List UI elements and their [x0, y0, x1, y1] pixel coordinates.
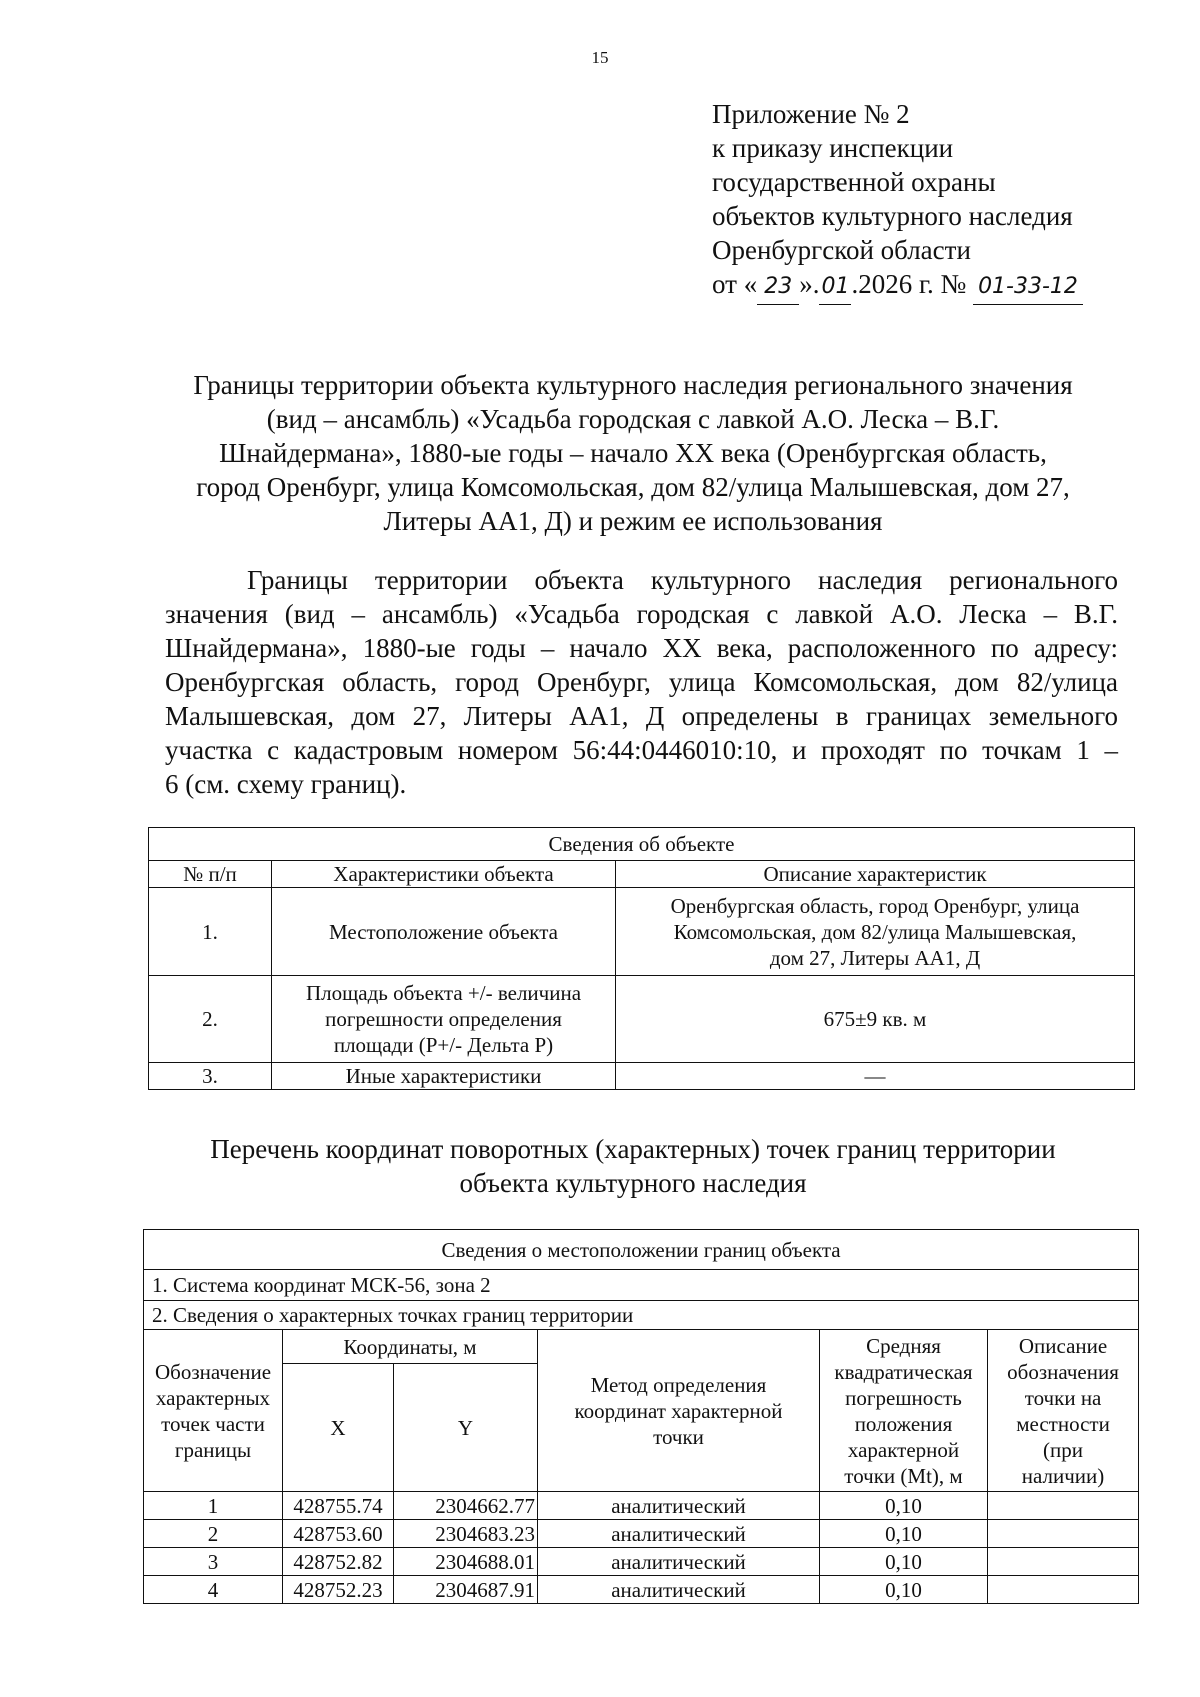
- point-y: 2304662.77: [394, 1492, 538, 1520]
- document-title: [150, 368, 1116, 538]
- table-row: [144, 1576, 1139, 1604]
- point-method: аналитический: [538, 1576, 820, 1604]
- point-id: 3: [144, 1548, 283, 1576]
- coordinates-heading: [150, 1132, 1116, 1200]
- table-row: [149, 1063, 1135, 1090]
- point-method: аналитический: [538, 1548, 820, 1576]
- appendix-line: Оренбургской области: [712, 235, 971, 265]
- row-num: 1.: [149, 888, 272, 976]
- point-description: [988, 1492, 1139, 1520]
- title-line: Шнайдермана», 1880-ые годы – начало XX века (Оренбургская область,: [219, 438, 1047, 468]
- point-error: 0,10: [820, 1520, 988, 1548]
- heading-line: объекта культурного наследия: [459, 1168, 807, 1198]
- title-line: (вид – ансамбль) «Усадьба городская с лавкой А.О. Леска – В.Г.: [266, 404, 1000, 434]
- point-error: 0,10: [820, 1548, 988, 1576]
- row-characteristic: Иные характеристики: [272, 1063, 616, 1090]
- appendix-block: [712, 97, 1083, 305]
- coordinates-table: [143, 1229, 1139, 1604]
- row-description: 675±9 кв. м: [616, 976, 1135, 1063]
- page-number: 15: [591, 48, 609, 67]
- row-num: 3.: [149, 1063, 272, 1090]
- date-day-handwritten: 23: [757, 270, 799, 305]
- col-method: Метод определения координат характерной точки: [538, 1330, 820, 1492]
- point-id: 4: [144, 1576, 283, 1604]
- paragraph-line: значения (вид – ансамбль) «Усадьба городская с лавкой А.О. Леска – В.Г.: [165, 599, 1118, 629]
- point-description: [988, 1520, 1139, 1548]
- table-row: [149, 888, 1135, 976]
- point-error: 0,10: [820, 1576, 988, 1604]
- info-header-num: № п/п: [149, 861, 272, 888]
- point-error: 0,10: [820, 1492, 988, 1520]
- paragraph-line: участка с кадастровым номером 56:44:0446010:10, и проходят по точкам 1 –: [165, 735, 1118, 765]
- paragraph-line: 6 (см. схему границ).: [165, 769, 407, 799]
- table-row: [149, 976, 1135, 1063]
- point-method: аналитический: [538, 1492, 820, 1520]
- row-characteristic: Площадь объекта +/- величина погрешности определения площади (Р+/- Дельта Р): [272, 976, 616, 1063]
- body-paragraph: [165, 563, 1118, 801]
- paragraph-line: Оренбургская область, город Оренбург, улица Комсомольская, дом 82/улица: [165, 667, 1118, 697]
- point-x: 428752.23: [283, 1576, 394, 1604]
- title-line: город Оренбург, улица Комсомольская, дом 82/улица Малышевская, дом 27,: [196, 472, 1070, 502]
- point-x: 428755.74: [283, 1492, 394, 1520]
- appendix-date-line: [712, 267, 1083, 305]
- table-row: [144, 1548, 1139, 1576]
- point-id: 2: [144, 1520, 283, 1548]
- point-x: 428752.82: [283, 1548, 394, 1576]
- title-line: Литеры АА1, Д) и режим ее использования: [383, 506, 883, 536]
- appendix-line: Приложение № 2: [712, 99, 910, 129]
- paragraph-line: Малышевская, дом 27, Литеры АА1, Д определены в границах земельного: [165, 701, 1118, 731]
- table-row: [144, 1492, 1139, 1520]
- point-y: 2304687.91: [394, 1576, 538, 1604]
- point-y: 2304683.23: [394, 1520, 538, 1548]
- point-method: аналитический: [538, 1520, 820, 1548]
- info-header-characteristic: Характеристики объекта: [272, 861, 616, 888]
- date-year: .2026 г. №: [851, 269, 967, 299]
- coords-table-caption: Сведения о местоположении границ объекта: [144, 1230, 1139, 1270]
- date-prefix: от «: [712, 269, 758, 299]
- date-month-handwritten: 01: [819, 270, 851, 305]
- date-sep: ».: [799, 269, 820, 299]
- col-description: Описание обозначения точки на местности (при наличии): [988, 1330, 1139, 1492]
- order-number-handwritten: 01-33-12: [973, 270, 1083, 305]
- points-section-title: 2. Сведения о характерных точках границ территории: [144, 1301, 1139, 1330]
- point-x: 428753.60: [283, 1520, 394, 1548]
- row-num: 2.: [149, 976, 272, 1063]
- col-x: X: [283, 1364, 394, 1492]
- appendix-line: к приказу инспекции: [712, 133, 954, 163]
- row-description: —: [616, 1063, 1135, 1090]
- appendix-line: государственной охраны: [712, 167, 996, 197]
- coordinate-system: 1. Система координат МСК-56, зона 2: [144, 1270, 1139, 1301]
- info-table-caption: Сведения об объекте: [149, 828, 1135, 861]
- paragraph-line: Шнайдермана», 1880-ые годы – начало XX века, расположенного по адресу:: [165, 633, 1118, 663]
- point-description: [988, 1548, 1139, 1576]
- point-id: 1: [144, 1492, 283, 1520]
- row-description: Оренбургская область, город Оренбург, улица Комсомольская, дом 82/улица Малышевская, дом 27, Литеры АА1, Д: [616, 888, 1135, 976]
- appendix-line: объектов культурного наследия: [712, 201, 1073, 231]
- paragraph-line: Границы территории объекта культурного наследия регионального: [247, 565, 1118, 595]
- col-designation: Обозначение характерных точек части границы: [144, 1330, 283, 1492]
- info-header-description: Описание характеристик: [616, 861, 1135, 888]
- point-description: [988, 1576, 1139, 1604]
- col-y: Y: [394, 1364, 538, 1492]
- table-row: [144, 1520, 1139, 1548]
- object-info-table: [148, 827, 1135, 1090]
- col-error: Средняя квадратическая погрешность положения характерной точки (Mt), м: [820, 1330, 988, 1492]
- point-y: 2304688.01: [394, 1548, 538, 1576]
- row-characteristic: Местоположение объекта: [272, 888, 616, 976]
- title-line: Границы территории объекта культурного наследия регионального значения: [193, 370, 1073, 400]
- heading-line: Перечень координат поворотных (характерных) точек границ территории: [210, 1134, 1056, 1164]
- col-coordinates: Координаты, м: [283, 1330, 538, 1364]
